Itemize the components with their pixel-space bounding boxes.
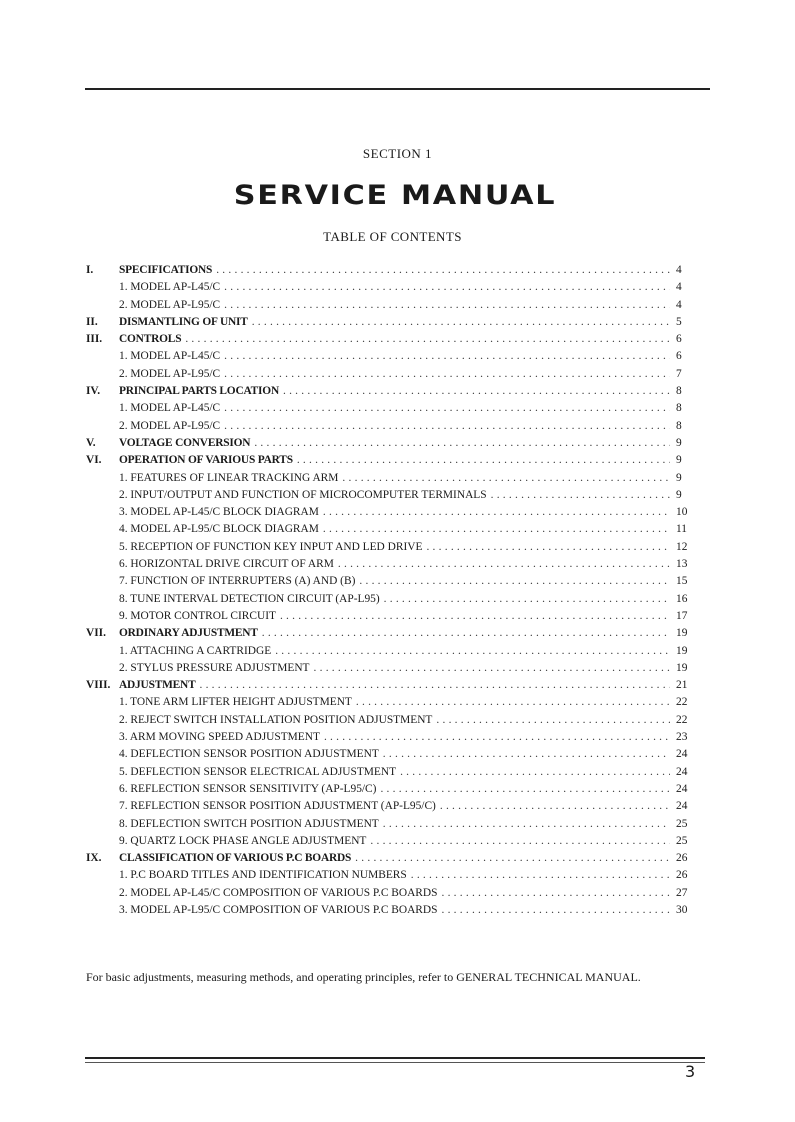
toc-entry-number: V. xyxy=(86,436,96,449)
toc-entry-title: 3. MODEL AP-L45/C BLOCK DIAGRAM xyxy=(119,506,319,519)
toc-entry-title: 1. MODEL AP-L45/C xyxy=(119,350,221,363)
toc-entry-page: 9 xyxy=(676,488,682,501)
toc-leader-dots xyxy=(441,902,670,919)
toc-entry xyxy=(86,262,696,279)
toc-leader-dots xyxy=(356,694,670,711)
toc-entry-title: 2. MODEL AP-L95/C xyxy=(119,298,221,311)
toc-entry-number: I. xyxy=(86,264,94,276)
toc-leader-dots xyxy=(314,660,670,677)
toc-entry xyxy=(86,400,696,417)
toc-leader-dots xyxy=(370,833,670,850)
toc-leader-dots xyxy=(323,504,670,521)
toc-entry-page: 24 xyxy=(676,800,688,813)
toc-entry-page: 24 xyxy=(676,782,688,795)
top-rule xyxy=(85,88,710,90)
toc-entry-page: 6 xyxy=(676,333,682,346)
toc-entry-page: 21 xyxy=(676,679,688,692)
toc-entry-title: 6. REFLECTION SENSOR SENSITIVITY (AP-L95/C) xyxy=(119,782,377,795)
toc-entry-page: 13 xyxy=(676,558,688,571)
toc-entry xyxy=(86,694,696,711)
toc-entry-title: 2. REJECT SWITCH INSTALLATION POSITION ADJUSTMENT xyxy=(119,713,433,726)
toc-entry xyxy=(86,798,696,815)
toc-entry xyxy=(86,660,696,677)
toc-entry-title: ADJUSTMENT xyxy=(119,679,196,692)
toc-entry-title: SPECIFICATIONS xyxy=(119,264,213,276)
toc-leader-dots xyxy=(491,487,670,504)
toc-entry xyxy=(86,781,696,798)
toc-entry-page: 11 xyxy=(676,523,687,536)
toc-heading: TABLE OF CONTENTS xyxy=(323,229,462,244)
reference-note: For basic adjustments, measuring methods, and operating principles, refer to GENERAL TECHNICAL MANUAL. xyxy=(86,970,641,984)
toc-leader-dots xyxy=(224,400,670,417)
toc-entry xyxy=(86,435,696,452)
toc-leader-dots xyxy=(216,262,670,279)
toc-leader-dots xyxy=(338,556,670,573)
toc-entry xyxy=(86,591,696,608)
toc-entry xyxy=(86,625,696,642)
toc-leader-dots xyxy=(342,470,670,487)
toc-entry xyxy=(86,833,696,850)
toc-entry xyxy=(86,556,696,573)
toc-leader-dots xyxy=(411,867,670,884)
toc-entry-number: IV. xyxy=(86,385,101,398)
toc-entry-title: 3. ARM MOVING SPEED ADJUSTMENT xyxy=(119,731,320,744)
toc-entry-page: 9 xyxy=(676,454,682,467)
toc-entry-page: 4 xyxy=(676,281,682,294)
toc-entry-page: 22 xyxy=(676,713,688,726)
toc-entry-title: ORDINARY ADJUSTMENT xyxy=(119,627,258,640)
toc-entry-page: 24 xyxy=(676,765,688,778)
toc-entry xyxy=(86,746,696,763)
toc-entry xyxy=(86,677,696,694)
toc-entry xyxy=(86,902,696,919)
toc-entry-title: 2. STYLUS PRESSURE ADJUSTMENT xyxy=(119,661,310,674)
toc-entry-page: 22 xyxy=(676,696,688,709)
toc-leader-dots xyxy=(224,366,670,383)
toc-entry xyxy=(86,712,696,729)
toc-entry-title: CONTROLS xyxy=(119,333,182,346)
toc-entry-page: 19 xyxy=(676,661,688,674)
toc-entry-title: 1. MODEL AP-L45/C xyxy=(119,281,221,294)
toc-entry-title: 4. DEFLECTION SENSOR POSITION ADJUSTMENT xyxy=(119,748,379,761)
toc-entry-page: 15 xyxy=(676,575,688,588)
toc-entry xyxy=(86,573,696,590)
toc-entry-page: 5 xyxy=(676,315,682,328)
toc-entry-title: 1. P.C BOARD TITLES AND IDENTIFICATION NUMBERS xyxy=(119,869,407,882)
toc-entry-title: 8. TUNE INTERVAL DETECTION CIRCUIT (AP-L95) xyxy=(119,592,380,605)
toc-entry xyxy=(86,487,696,504)
toc-entry-page: 27 xyxy=(676,886,688,899)
toc-leader-dots xyxy=(185,331,670,348)
toc-entry-page: 25 xyxy=(676,817,688,830)
toc-leader-dots xyxy=(384,591,670,608)
toc-entry-title: 5. RECEPTION OF FUNCTION KEY INPUT AND LED DRIVE xyxy=(119,540,423,553)
toc-entry xyxy=(86,521,696,538)
toc-entry-number: VI. xyxy=(86,454,102,467)
toc-entry-title: 9. MOTOR CONTROL CIRCUIT xyxy=(119,609,276,622)
section-label: SECTION 1 xyxy=(362,146,433,161)
toc-leader-dots xyxy=(383,746,670,763)
toc-entry-page: 9 xyxy=(676,436,682,449)
toc-entry xyxy=(86,816,696,833)
toc-entry xyxy=(86,383,696,400)
toc-leader-dots xyxy=(224,297,670,314)
toc-entry-title: 2. MODEL AP-L95/C xyxy=(119,367,221,380)
toc-leader-dots xyxy=(359,573,670,590)
toc-entry-title: 4. MODEL AP-L95/C BLOCK DIAGRAM xyxy=(119,523,319,536)
toc-entry-title: 3. MODEL AP-L95/C COMPOSITION OF VARIOUS P.C BOARDS xyxy=(119,903,438,916)
toc-entry-title: 7. FUNCTION OF INTERRUPTERS (A) AND (B) xyxy=(119,575,356,588)
toc-entry-page: 25 xyxy=(676,834,688,847)
toc-entry-page: 8 xyxy=(676,419,682,432)
toc-entry-page: 26 xyxy=(676,852,688,865)
toc-entry-title: 2. MODEL AP-L45/C COMPOSITION OF VARIOUS P.C BOARDS xyxy=(119,886,438,899)
toc-leader-dots xyxy=(224,418,670,435)
toc-entry-title: 8. DEFLECTION SWITCH POSITION ADJUSTMENT xyxy=(119,817,379,830)
toc-entry xyxy=(86,314,696,331)
toc-entry xyxy=(86,850,696,867)
toc-entry xyxy=(86,331,696,348)
toc-entry xyxy=(86,297,696,314)
toc-entry-title: 1. MODEL AP-L45/C xyxy=(119,402,221,415)
toc-entry xyxy=(86,539,696,556)
toc-leader-dots xyxy=(383,816,670,833)
toc-entry-page: 24 xyxy=(676,748,688,761)
toc-entry-page: 16 xyxy=(676,592,688,605)
toc-leader-dots xyxy=(440,798,670,815)
toc-entry xyxy=(86,643,696,660)
toc-entry-title: 2. MODEL AP-L95/C xyxy=(119,419,221,432)
toc-entry-page: 12 xyxy=(676,540,688,553)
toc-leader-dots xyxy=(262,625,670,642)
toc-entry-page: 4 xyxy=(676,264,682,276)
toc-entry xyxy=(86,885,696,902)
toc-entry-title: CLASSIFICATION OF VARIOUS P.C BOARDS xyxy=(119,852,352,865)
toc-leader-dots xyxy=(252,314,670,331)
toc-entry xyxy=(86,729,696,746)
toc-entry-title: 1. FEATURES OF LINEAR TRACKING ARM xyxy=(119,471,339,484)
toc-entry-title: 2. INPUT/OUTPUT AND FUNCTION OF MICROCOMPUTER TERMINALS xyxy=(119,488,487,501)
toc-leader-dots xyxy=(254,435,670,452)
toc-entry xyxy=(86,470,696,487)
page-number: 3 xyxy=(685,1062,696,1081)
toc-entry-title: 1. ATTACHING A CARTRIDGE xyxy=(119,644,272,657)
toc-entry-number: VIII. xyxy=(86,679,111,692)
toc-entry-page: 6 xyxy=(676,350,682,363)
toc-entry-page: 8 xyxy=(676,385,682,398)
toc-entry-page: 30 xyxy=(676,903,688,916)
toc-entry-page: 10 xyxy=(676,506,688,519)
toc-entry-number: II. xyxy=(86,315,98,328)
toc-entry-title: 7. REFLECTION SENSOR POSITION ADJUSTMENT (AP-L95/C) xyxy=(119,800,436,813)
toc-leader-dots xyxy=(199,677,670,694)
toc-leader-dots xyxy=(283,383,670,400)
toc-entry-title: 9. QUARTZ LOCK PHASE ANGLE ADJUSTMENT xyxy=(119,834,367,847)
toc-entry-page: 8 xyxy=(676,402,682,415)
toc-entry-page: 26 xyxy=(676,869,688,882)
toc-entry-title: DISMANTLING OF UNIT xyxy=(119,315,248,328)
toc-leader-dots xyxy=(224,348,670,365)
toc-entry-page: 19 xyxy=(676,644,688,657)
table-of-contents xyxy=(86,262,696,919)
toc-entry xyxy=(86,867,696,884)
toc-entry-title: VOLTAGE CONVERSION xyxy=(119,436,251,449)
toc-leader-dots xyxy=(224,279,670,296)
toc-leader-dots xyxy=(323,521,670,538)
toc-entry-page: 19 xyxy=(676,627,688,640)
toc-leader-dots xyxy=(275,643,670,660)
toc-entry xyxy=(86,452,696,469)
toc-entry-title: OPERATION OF VARIOUS PARTS xyxy=(119,454,293,467)
toc-entry-number: VII. xyxy=(86,627,106,640)
toc-entry-title: 6. HORIZONTAL DRIVE CIRCUIT OF ARM xyxy=(119,558,334,571)
toc-entry xyxy=(86,764,696,781)
toc-entry xyxy=(86,279,696,296)
toc-leader-dots xyxy=(280,608,670,625)
toc-entry xyxy=(86,366,696,383)
toc-leader-dots xyxy=(324,729,670,746)
toc-entry-title: PRINCIPAL PARTS LOCATION xyxy=(119,385,279,398)
toc-entry xyxy=(86,504,696,521)
toc-entry-page: 17 xyxy=(676,609,688,622)
toc-entry-number: III. xyxy=(86,333,103,346)
bottom-rule xyxy=(85,1057,705,1059)
toc-entry-number: IX. xyxy=(86,852,102,865)
toc-entry xyxy=(86,608,696,625)
toc-entry-page: 9 xyxy=(676,471,682,484)
toc-entry-title: 5. DEFLECTION SENSOR ELECTRICAL ADJUSTMENT xyxy=(119,765,397,778)
toc-leader-dots xyxy=(355,850,670,867)
toc-entry-page: 4 xyxy=(676,298,682,311)
toc-entry-page: 23 xyxy=(676,731,688,744)
toc-leader-dots xyxy=(426,539,670,556)
bottom-rule-thin xyxy=(85,1062,705,1063)
toc-leader-dots xyxy=(441,885,670,902)
toc-leader-dots xyxy=(380,781,670,798)
toc-leader-dots xyxy=(297,452,670,469)
toc-entry-title: 1. TONE ARM LIFTER HEIGHT ADJUSTMENT xyxy=(119,696,352,709)
page-title: SERVICE MANUAL xyxy=(233,180,557,211)
toc-leader-dots xyxy=(400,764,670,781)
toc-entry-page: 7 xyxy=(676,367,682,380)
toc-entry xyxy=(86,418,696,435)
toc-leader-dots xyxy=(436,712,670,729)
toc-entry xyxy=(86,348,696,365)
